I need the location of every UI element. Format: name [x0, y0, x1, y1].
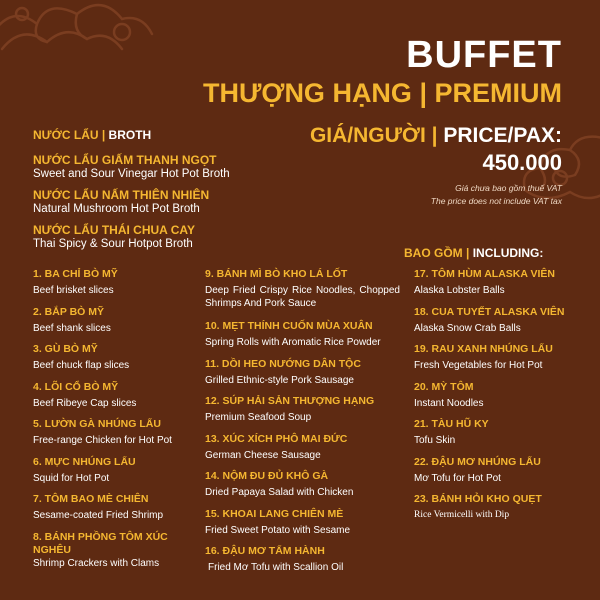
menu-item-en: Mơ Tofu for Hot Pot	[414, 472, 501, 484]
menu-item-en: Squid for Hot Pot	[33, 472, 110, 484]
vat-note-vi: Giá chưa bao gồm thuế VAT	[455, 183, 562, 193]
menu-item-vi: 5. LƯỜN GÀ NHÚNG LẨU	[33, 418, 161, 430]
broth-item-en: Sweet and Sour Vinegar Hot Pot Broth	[33, 168, 230, 180]
menu-item	[414, 343, 594, 381]
menu-item-vi: 22. ĐẬU MƠ NHÚNG LẨU	[414, 455, 541, 468]
menu-item-vi: 13. XÚC XÍCH PHÔ MAI ĐỨC	[205, 432, 348, 445]
title-buffet: BUFFET	[406, 34, 562, 76]
menu-item-vi: 4. LÕI CỔ BÒ MỸ	[33, 380, 119, 393]
menu-item-vi: 16. ĐẬU MƠ TẨM HÀNH	[205, 545, 325, 557]
menu-item-en: Free-range Chicken for Hot Pot	[33, 435, 172, 446]
menu-item	[205, 545, 400, 583]
broth-item-vi: NƯỚC LẨU GIẤM THANH NGỌT	[33, 153, 217, 167]
menu-item-vi: 2. BẮP BÒ MỸ	[33, 305, 104, 318]
menu-item	[414, 456, 594, 494]
broth-item	[33, 153, 230, 181]
menu-item-en: Dried Papaya Salad with Chicken	[205, 487, 354, 498]
price-value: 450.000	[482, 150, 562, 175]
menu-item-vi: 21. TÀU HŨ KY	[414, 418, 489, 430]
menu-column-2	[205, 268, 400, 583]
menu-item-en: Shrimp Crackers with Clams	[33, 557, 160, 569]
menu-item-en: Alaska Lobster Balls	[414, 285, 505, 296]
menu-item-en: Tofu Skin	[414, 435, 456, 446]
menu-item	[33, 381, 203, 419]
menu-item-en: Beef Ribeye Cap slices	[33, 397, 137, 409]
menu-item	[33, 531, 203, 581]
menu-item	[205, 320, 400, 358]
broth-item-vi: NƯỚC LẨU THÁI CHUA CAY	[33, 223, 195, 237]
title-premium: THƯỢNG HẠNG | PREMIUM	[203, 78, 562, 108]
menu-column-3	[414, 268, 594, 531]
menu-item-vi: 23. BÁNH HỎI KHO QUẸT	[414, 493, 542, 505]
price-label-vi: GIÁ/NGƯỜI |	[309, 124, 444, 147]
menu-item-en: Grilled Ethnic-style Pork Sausage	[205, 374, 354, 386]
broth-header-vi: NƯỚC LẨU |	[33, 128, 109, 142]
menu-item	[33, 306, 203, 344]
menu-item	[33, 456, 203, 494]
menu-item	[33, 493, 203, 531]
menu-item	[414, 381, 594, 419]
menu-item	[414, 493, 594, 531]
menu-item-vi: 10. MẸT THÍNH CUỐN MÙA XUÂN	[205, 320, 373, 332]
menu-item	[33, 343, 203, 381]
including-header-vi: BAO GỒM |	[404, 246, 473, 260]
menu-item	[414, 418, 594, 456]
menu-item-vi: 9. BÁNH MÌ BÒ KHO LÁ LỐT	[205, 268, 348, 280]
broth-item-en: Natural Mushroom Hot Pot Broth	[33, 203, 200, 215]
menu-item	[414, 268, 594, 306]
menu-column-1	[33, 268, 203, 581]
menu-item-en: German Cheese Sausage	[205, 449, 321, 461]
menu-item-vi: 1. BA CHỈ BÒ MỸ	[33, 268, 118, 280]
menu-item-vi: 6. MỰC NHÚNG LẨU	[33, 455, 136, 468]
menu-item-en: Fried Mơ Tofu with Scallion Oil	[208, 562, 344, 573]
broth-item	[33, 223, 195, 251]
including-header	[404, 246, 543, 260]
vat-note-en: The price does not include VAT tax	[430, 196, 562, 206]
price-label-en: PRICE/PAX:	[443, 124, 562, 147]
menu-item-en: Alaska Snow Crab Balls	[414, 322, 521, 334]
menu-item-en: Instant Noodles	[414, 397, 484, 409]
cloud-ornament-icon	[0, 0, 162, 74]
including-header-en: INCLUDING:	[472, 246, 544, 260]
menu-item	[205, 433, 400, 471]
menu-item-vi: 20. MỲ TÔM	[414, 380, 474, 393]
menu-item	[33, 418, 203, 456]
menu-item-vi: 18. CUA TUYẾT ALASKA VIÊN	[414, 305, 565, 318]
menu-item-en: Deep Fried Crispy Rice Noodles, Chopped Shrimps And Pork Sauce	[205, 285, 400, 309]
vat-note	[431, 182, 562, 208]
menu-item	[205, 268, 400, 320]
menu-item-vi: 14. NỘM ĐU ĐỦ KHÔ GÀ	[205, 470, 329, 482]
menu-item-vi: 8. BÁNH PHỒNG TÔM XÚC NGHÊU	[33, 530, 168, 556]
menu-item	[205, 358, 400, 396]
menu-item-vi: 17. TÔM HÙM ALASKA VIÊN	[414, 268, 555, 280]
menu-item-vi: 3. GÙ BÒ MỸ	[33, 343, 98, 355]
menu-item	[205, 508, 400, 546]
menu-item-en: Rice Vermicelli with Dip	[414, 510, 510, 520]
menu-item-vi: 11. DỒI HEO NƯỚNG DÂN TỘC	[205, 357, 361, 370]
menu-item-en: Beef shank slices	[33, 322, 111, 334]
menu-item	[414, 306, 594, 344]
menu-item-vi: 7. TÔM BAO MÈ CHIÊN	[33, 493, 149, 505]
menu-item-vi: 12. SÚP HẢI SẢN THƯỢNG HẠNG	[205, 395, 375, 407]
broth-header-en: BROTH	[108, 128, 152, 142]
menu-item-en: Sesame-coated Fried Shrimp	[33, 510, 164, 521]
broth-item-en: Thai Spicy & Sour Hotpot Broth	[33, 238, 193, 250]
broth-header	[33, 128, 151, 142]
menu-item-vi: 15. KHOAI LANG CHIÊN MÈ	[205, 507, 344, 520]
broth-item-vi: NƯỚC LẨU NẤM THIÊN NHIÊN	[33, 188, 210, 202]
menu-item-vi: 19. RAU XANH NHÚNG LẨU	[414, 343, 553, 355]
menu-item-en: Beef brisket slices	[33, 285, 114, 296]
menu-item-en: Premium Seafood Soup	[205, 412, 312, 423]
menu-item-en: Fried Sweet Potato with Sesame	[205, 524, 351, 536]
menu-item	[205, 470, 400, 508]
menu-item	[33, 268, 203, 306]
price-label	[310, 124, 562, 148]
broth-item	[33, 188, 209, 216]
menu-item-en: Fresh Vegetables for Hot Pot	[414, 360, 543, 371]
menu-item-en: Spring Rolls with Aromatic Rice Powder	[205, 337, 381, 348]
menu-item	[205, 395, 400, 433]
menu-item-en: Beef chuck flap slices	[33, 360, 130, 371]
